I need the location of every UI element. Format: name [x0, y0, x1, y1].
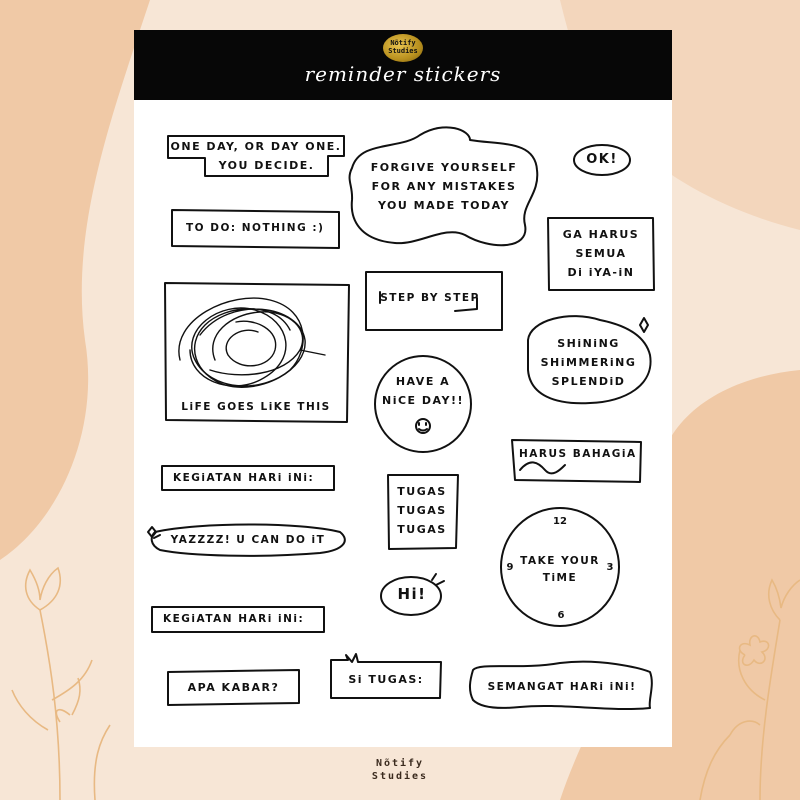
badge-brand-line2: Studies [388, 47, 418, 55]
sticker-tugas-line2: TUGAS [397, 504, 447, 517]
brand-logo-line2: Studies [371, 771, 429, 782]
sticker-tugas-line3: TUGAS [397, 523, 447, 536]
sticker-tugas [389, 482, 455, 539]
sticker-kegiatan-2: KEGiATAN HARi iNi: [163, 613, 305, 625]
clock-number-12: 12 [553, 516, 567, 527]
sticker-forgive-line2: FOR ANY MISTAKES [371, 180, 517, 193]
sticker-ga-harus-line1: GA HARUS [562, 228, 640, 241]
clock-number-6: 6 [557, 610, 565, 621]
sticker-one-day-line1: ONE DAY, OR DAY ONE. [170, 140, 342, 153]
sticker-step-by-step: STEP BY STEP [380, 292, 480, 304]
sticker-forgive-line1: FORGIVE YOURSELF [370, 161, 518, 174]
sticker-nice-day [380, 372, 466, 410]
sticker-one-day-line2: YOU DECIDE. [218, 159, 315, 172]
sticker-nice-day-line2: NiCE DAY!! [382, 394, 464, 407]
sticker-yazzzz: YAZZZZ! U CAN DO iT [170, 534, 326, 546]
clock-number-9: 9 [506, 562, 514, 573]
sticker-shining [531, 334, 646, 391]
sticker-shining-line3: SPLENDiD [551, 375, 626, 388]
sticker-ok: OK! [586, 152, 618, 167]
sticker-apa-kabar: APA KABAR? [187, 681, 280, 694]
sticker-clock [510, 553, 610, 587]
sticker-nice-day-line1: HAVE A [395, 375, 451, 388]
sticker-ga-harus-line2: SEMUA [575, 247, 627, 260]
sticker-forgive [362, 158, 526, 215]
sheet-title: reminder stickers [304, 62, 502, 86]
sticker-to-do: TO DO: NOTHING :) [186, 222, 325, 234]
sticker-ga-harus-line3: Di iYA-iN [567, 266, 635, 279]
sticker-shining-line2: SHiMMERiNG [540, 356, 637, 369]
sticker-clock-line1: TAKE YOUR [520, 555, 600, 567]
sticker-harus-bahagia: HARUS BAHAGiA [519, 448, 637, 460]
sticker-kegiatan-1: KEGiATAN HARi iNi: [173, 472, 315, 484]
sticker-tugas-line1: TUGAS [397, 485, 447, 498]
sticker-hi: Hi! [397, 585, 427, 603]
clock-number-3: 3 [606, 562, 614, 573]
sticker-ga-harus [548, 225, 654, 282]
sticker-semangat: SEMANGAT HARi iNi! [487, 681, 637, 693]
sticker-shining-line1: SHiNiNG [557, 337, 620, 350]
sticker-clock-line2: TiME [542, 572, 578, 584]
sticker-forgive-line3: YOU MADE TODAY [377, 199, 511, 212]
sticker-life: LiFE GOES LiKE THIS [181, 401, 331, 413]
sticker-si-tugas: Si TUGAS: [348, 673, 424, 686]
brand-logo-line1: Nõtify [375, 758, 425, 769]
badge-brand-line1: Nõtify [390, 39, 416, 47]
